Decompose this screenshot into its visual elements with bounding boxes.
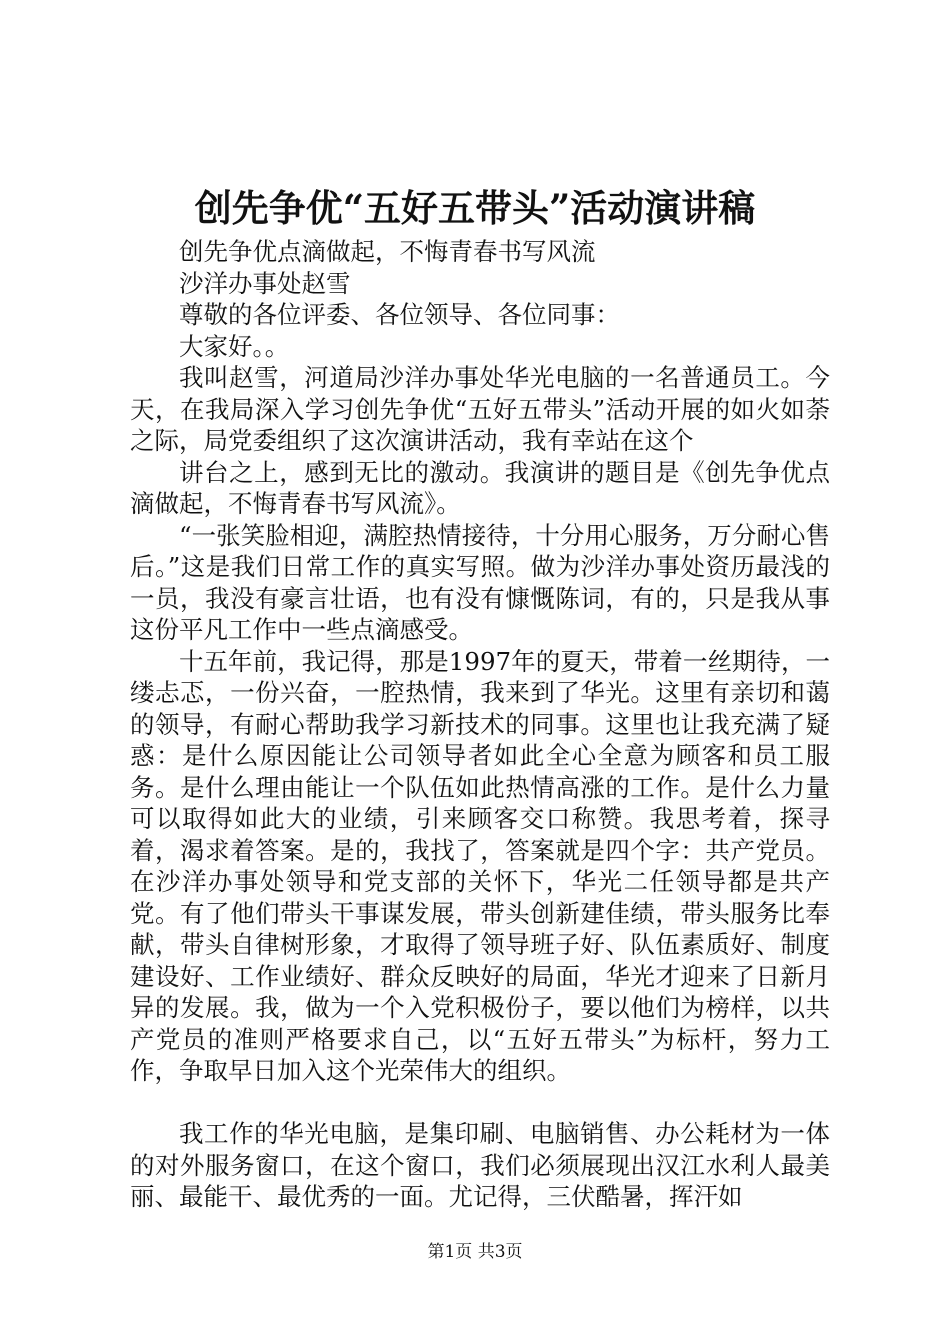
speech-subtitle: 创先争优点滴做起，不悔青春书写风流: [179, 237, 596, 266]
salutation: 尊敬的各位评委、各位领导、各位同事：: [179, 300, 620, 329]
greeting: 大家好。。: [179, 331, 290, 361]
body-paragraph: 我叫赵雪，河道局沙洋办事处华光电脑的一名普通员工。今天，在我局深入学习创先争优“五好五带头”活动开展的如火如荼之际，局党委组织了这次演讲活动，我有幸站在这个: [130, 363, 830, 455]
body-paragraph: “一张笑脸相迎，满腔热情接待，十分用心服务，万分耐心售后。”这是我们日常工作的真实写照。做为沙洋办事处资历最浅的一员，我没有豪言壮语，也有没有慷慨陈词，有的，只是我从事这份平凡工作中一些点滴感受。: [130, 520, 830, 644]
body-paragraph: 我工作的华光电脑，是集印刷、电脑销售、办公耗材为一体的对外服务窗口，在这个窗口，我们必须展现出汉江水利人最美丽、最能干、最优秀的一面。尤记得，三伏酷暑，挥汗如: [130, 1119, 830, 1211]
speaker-line: 沙洋办事处赵雪: [179, 268, 351, 298]
body-paragraph: 十五年前，我记得，那是1997年的夏天，带着一丝期待，一缕忐忑，一份兴奋，一腔热情，我来到了华光。这里有亲切和蔼的领导，有耐心帮助我学习新技术的同事。这里也让我充满了疑惑：是什么原因能让公司领导者如此全心全意为顾客和员工服务。是什么理由能让一个队伍如此热情高涨的工作。是什么力量可以取得如此大的业绩，引来顾客交口称赞。我思考着，探寻着，渴求着答案。是的，我找了，答案就是四个字：共产党员。在沙洋办事处领导和党支部的关怀下，华光二任领导都是共产党。有了他们带头干事谋发展，带头创新建佳绩，带头服务比奉献，带头自律树形象，才取得了领导班子好、队伍素质好、制度建设好、工作业绩好、群众反映好的局面，华光才迎来了日新月异的发展。我，做为一个入党积极份子，要以他们为榜样，以共产党员的准则严格要求自己，以“五好五带头”为标杆，努力工作，争取早日加入这个光荣伟大的组织。: [130, 646, 830, 1085]
document-body: [130, 236, 830, 1213]
body-paragraph: 讲台之上，感到无比的激动。我演讲的题目是《创先争优点滴做起，不悔青春书写风流》。: [130, 457, 830, 518]
page-number-footer: 第1页 共3页: [427, 1242, 523, 1262]
document-title: 创先争优“五好五带头”活动演讲稿: [194, 186, 756, 230]
